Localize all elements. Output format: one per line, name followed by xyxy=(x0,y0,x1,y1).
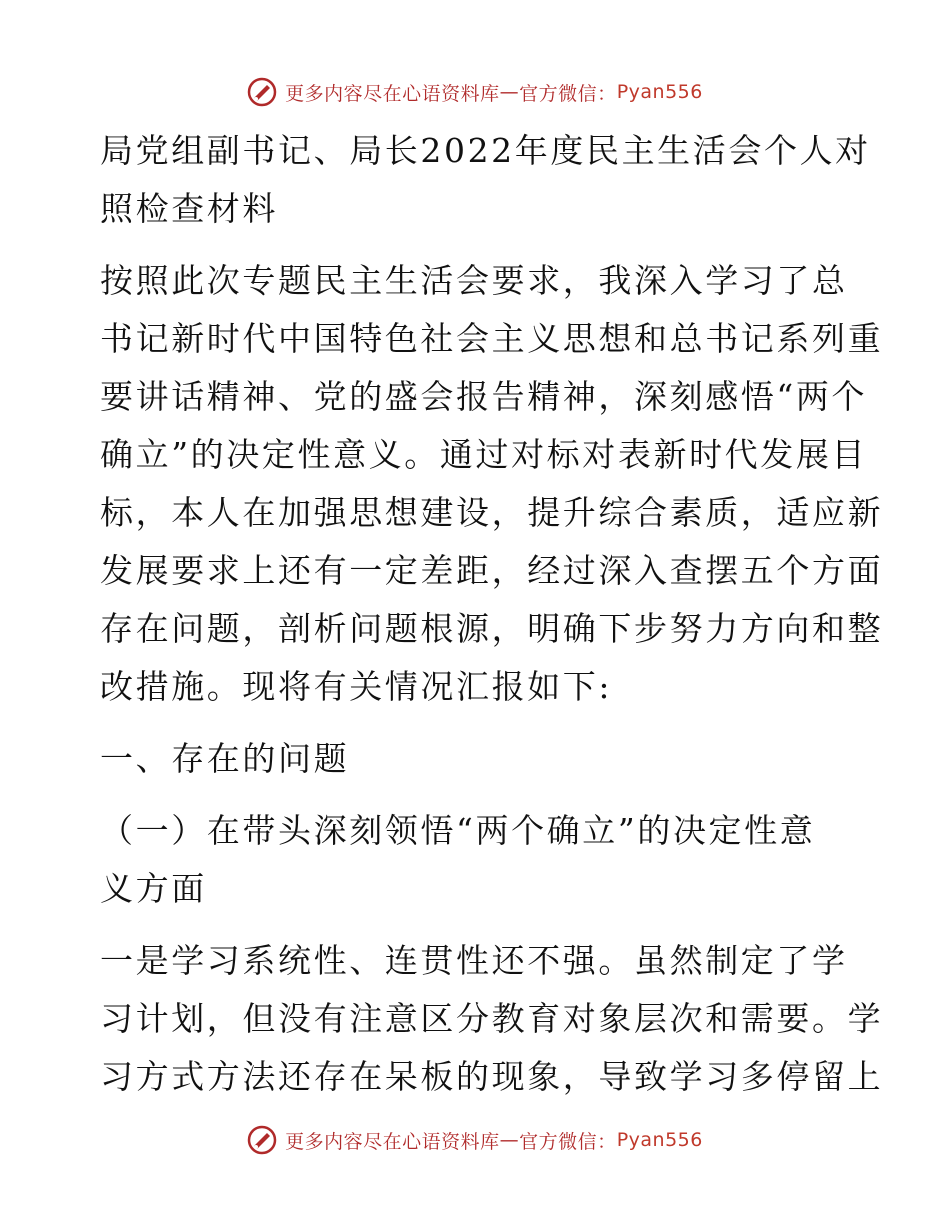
intro-line: 存在问题，剖析问题根源，明确下步努力方向和整 xyxy=(100,609,884,648)
paragraph-line: 习方式方法还存在呆板的现象，导致学习多停留上 xyxy=(100,1057,884,1096)
watermark-separator: — xyxy=(499,81,520,103)
watermark-label: 官方微信： xyxy=(519,1130,617,1153)
watermark-text: 更多内容尽在心语资料库 xyxy=(285,1130,500,1153)
watermark-text: 更多内容尽在心语资料库 xyxy=(285,82,500,105)
intro-line: 发展要求上还有一定差距，经过深入查摆五个方面 xyxy=(100,551,884,590)
title-line: 照检查材料 xyxy=(100,189,278,228)
subsection-heading-line: 义方面 xyxy=(100,869,207,908)
subsection-heading-line: （一）在带头深刻领悟“两个确立”的决定性意 xyxy=(100,811,816,850)
intro-line: 书记新时代中国特色社会主义思想和总书记系列重 xyxy=(100,319,884,358)
section-heading: 一、存在的问题 xyxy=(100,739,350,778)
watermark-header xyxy=(0,72,950,112)
watermark-separator: — xyxy=(499,1129,520,1151)
paragraph-line: 一是学习系统性、连贯性还不强。虽然制定了学 xyxy=(100,941,848,980)
intro-line: 要讲话精神、党的盛会报告精神，深刻感悟“两个 xyxy=(100,377,868,416)
watermark-id: Pyan556 xyxy=(616,81,703,103)
title-line: 局党组副书记、局长2022年度民主生活会个人对 xyxy=(100,131,871,170)
watermark-label: 官方微信： xyxy=(519,82,617,105)
watermark-id: Pyan556 xyxy=(616,1129,703,1151)
brand-logo-icon xyxy=(247,1125,277,1155)
document-body xyxy=(100,122,884,1106)
intro-line: 标，本人在加强思想建设，提升综合素质，适应新 xyxy=(100,493,884,532)
watermark-footer xyxy=(0,1120,950,1160)
intro-line: 按照此次专题民主生活会要求，我深入学习了总 xyxy=(100,261,848,300)
paragraph-line: 习计划，但没有注意区分教育对象层次和需要。学 xyxy=(100,999,884,1038)
intro-line: 改措施。现将有关情况汇报如下: xyxy=(100,667,613,706)
brand-logo-icon xyxy=(247,77,277,107)
intro-line: 确立”的决定性意义。通过对标对表新时代发展目 xyxy=(100,435,868,474)
